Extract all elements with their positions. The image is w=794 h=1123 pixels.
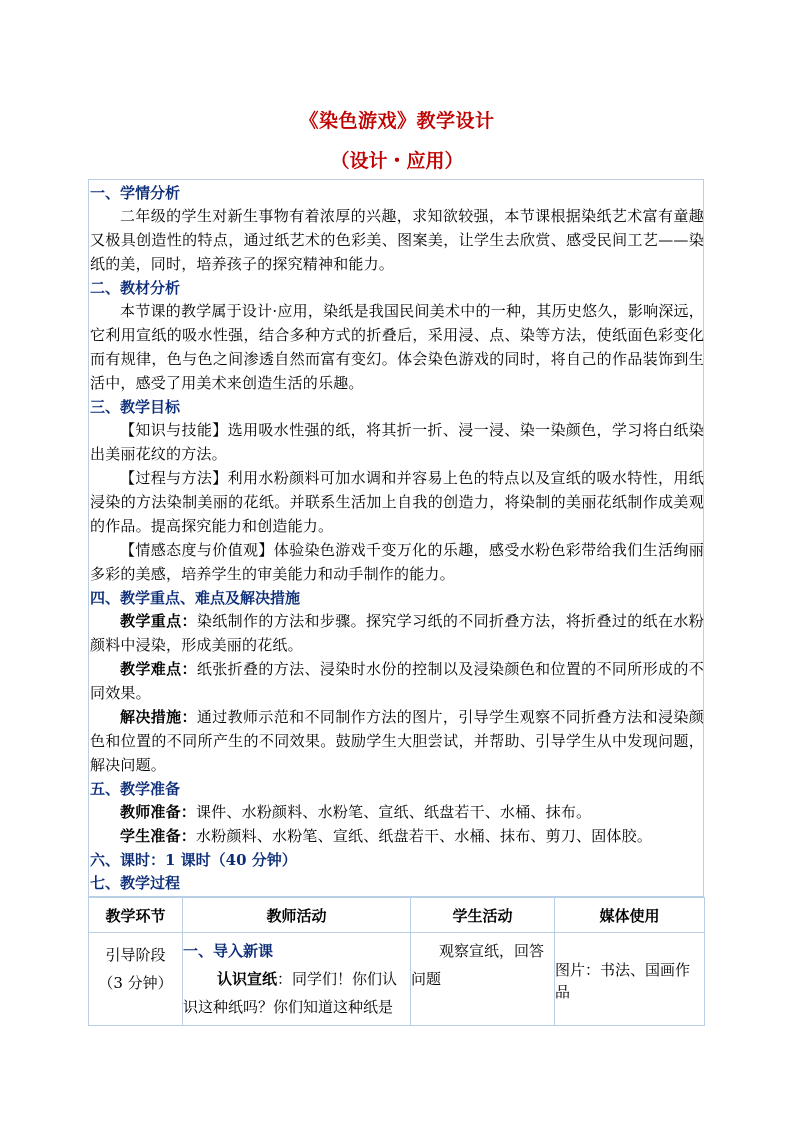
learner-analysis-text: 二年级的学生对新生事物有着浓厚的兴趣，求知欲较强，本节课根据染纸艺术富有童趣又极具创造性的特点，通过纸艺术的色彩美、图案美，让学生去欣赏、感受民间工艺——染纸的美，同时，培养孩子的探究精神和能力。 (90, 207, 704, 273)
difficulty-paragraph (90, 657, 704, 705)
teacher-prep-paragraph (90, 800, 704, 824)
main-content (90, 181, 704, 894)
section-heading-teaching-goals: 三、教学目标 (90, 398, 181, 416)
teacher-activity-label: 认识宣纸 (217, 970, 278, 988)
key-point-label: 教学重点： (120, 612, 197, 630)
section-heading-preparation: 五、教学准备 (90, 780, 181, 798)
key-point-text: 染纸制作的方法和步骤。探究学习纸的不同折叠方法，将折叠过的纸在水粉颜料中浸染，形成美丽的花纸。 (90, 612, 704, 654)
header-stage: 教学环节 (89, 898, 183, 933)
document-subtitle: （设计・应用） (330, 150, 464, 172)
material-analysis-text: 本节课的教学属于设计·应用，染纸是我国民间美术中的一种，其历史悠久，影响深远，它利用宣纸的吸水性强，结合多种方式的折叠后，采用浸、点、染等方法，使纸面色彩变化而有规律，色与色之间渗透自然而富有变幻。体会染色游戏的同时，将自己的作品装饰到生活中，感受了用美术来创造生活的乐趣。 (90, 302, 704, 392)
goal-process-methods: 【过程与方法】利用水粉颜料可加水调和并容易上色的特点以及宣纸的吸水特性，用纸浸染的方法染制美丽的花纸。并联系生活加上自我的创造力，将染制的美丽花纸制作成美观的作品。提高探究能力和创造能力。 (90, 469, 704, 535)
difficulty-text: 纸张折叠的方法、浸染时水份的控制以及浸染颜色和位置的不同所形成的不同效果。 (90, 660, 704, 702)
section-heading-teaching-process: 七、教学过程 (90, 874, 181, 892)
teacher-prep-label: 教师准备： (120, 803, 197, 821)
teaching-process-table (88, 897, 705, 1026)
section-heading-class-hours: 六、课时：1 课时（40 分钟） (90, 851, 297, 869)
difficulty-label: 教学难点： (120, 660, 197, 678)
document-title: 《染色游戏》教学设计 (299, 110, 495, 132)
student-prep-paragraph (90, 824, 704, 848)
section-heading-learner-analysis: 一、学情分析 (90, 184, 181, 202)
teacher-activity-subheading: 一、导入新课 (183, 942, 274, 960)
teacher-activity-text: 认识宣纸：同学们！你们认识这种纸吗？你们知道这种纸是 (183, 970, 398, 1016)
media-cell: 图片：书法、国画作品 (555, 933, 705, 1026)
goal-emotion-values: 【情感态度与价值观】体验染色游戏千变万化的乐趣，感受水粉色彩带给我们生活绚丽多彩的美感，培养学生的审美能力和动手制作的能力。 (90, 541, 704, 583)
student-prep-label: 学生准备： (120, 827, 197, 845)
teacher-activity-cell (183, 933, 411, 1026)
section-heading-key-points: 四、教学重点、难点及解决措施 (90, 589, 301, 607)
teacher-activity-body: 同学们！你们认识这种纸吗？你们知道这种纸是 (183, 970, 398, 1016)
solution-label: 解决措施： (120, 708, 197, 726)
table-header-row (89, 898, 705, 933)
goal-knowledge-skills: 【知识与技能】选用吸水性强的纸，将其折一折、浸一浸、染一染颜色，学习将白纸染出美丽花纹的方法。 (90, 421, 704, 463)
solution-text: 通过教师示范和不同制作方法的图片，引导学生观察不同折叠方法和浸染颜色和位置的不同所产生的不同效果。鼓励学生大胆尝试，并帮助、引导学生从中发现问题，解决问题。 (90, 708, 704, 774)
header-media: 媒体使用 (555, 898, 705, 933)
teacher-prep-text: 课件、水粉颜料、水粉笔、宣纸、纸盘若干、水桶、抹布。 (196, 803, 592, 821)
stage-time: （3 分钟） (98, 974, 173, 992)
key-point-paragraph (90, 609, 704, 657)
student-prep-text: 水粉颜料、水粉笔、宣纸、纸盘若干、水桶、抹布、剪刀、固体胶。 (196, 827, 653, 845)
section-heading-material-analysis: 二、教材分析 (90, 279, 181, 297)
header-teacher-activity: 教师活动 (183, 898, 411, 933)
stage-name: 引导阶段 (105, 946, 166, 964)
stage-cell (89, 933, 183, 1026)
header-student-activity: 学生活动 (411, 898, 555, 933)
table-row (89, 933, 705, 1026)
solution-paragraph (90, 705, 704, 777)
student-activity-cell: 观察宣纸，回答问题 (411, 933, 555, 1026)
